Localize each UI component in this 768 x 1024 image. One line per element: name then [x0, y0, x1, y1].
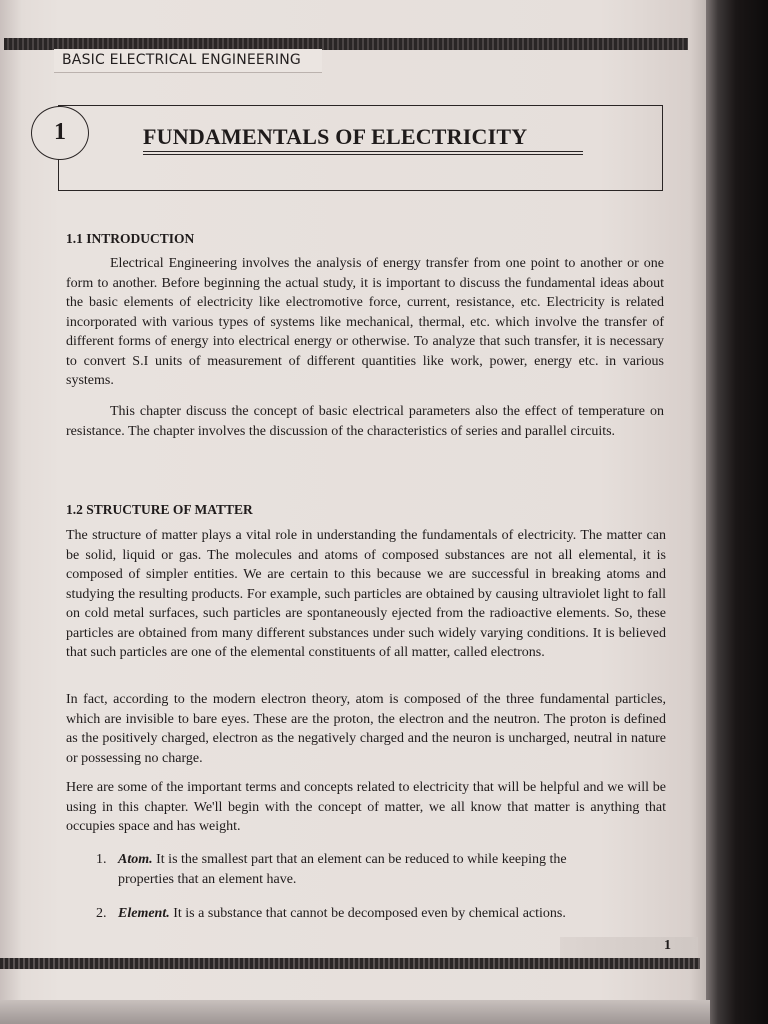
definition-atom: It is the smallest part that an element can be reduced to while keeping the properties that an element have.: [118, 852, 567, 887]
page-bottom-shadow: [0, 1000, 710, 1024]
chapter-number-badge: 1: [31, 106, 89, 160]
book-spine-shadow: [706, 0, 768, 1024]
chapter-title: FUNDAMENTALS OF ELECTRICITY: [143, 124, 583, 155]
structure-paragraph-1: The structure of matter plays a vital role in understanding the fundamentals of electricity. The matter can be solid, liquid or gas. The molecules and atoms of composed substances are not all elemental, it is composed of simpler entities. We are certain to this because we are successful in breaking atoms and studying the resulting products. For example, such particles are obtained by causing ultraviolet light to fall on cold metal surfaces, such particles are spontaneously ejected from the radioactive elements. So, these particles are obtained from many different substances under such widely varying conditions. It is believed that such particles are one of the elemental constituents of all matter, called electrons.: [66, 528, 666, 660]
page-number: 1: [664, 938, 671, 953]
list-item-element: [96, 904, 616, 924]
section-heading-structure-of-matter: 1.2 STRUCTURE OF MATTER: [66, 502, 253, 517]
term-atom: Atom.: [118, 852, 153, 867]
list-item-body: [118, 904, 616, 924]
structure-paragraph-2: In fact, according to the modern electron theory, atom is composed of the three fundamental particles, which are invisible to bare eyes. These are the proton, the electron and the neutron. The proton is defined as the positively charged, electron as the negatively charged and the neuron is uncharged, neutral in nature or possessing no charge.: [66, 692, 666, 766]
list-number: 1.: [96, 852, 107, 867]
running-header: BASIC ELECTRICAL ENGINEERING: [54, 49, 322, 73]
page-number-tab: [560, 937, 698, 958]
intro-paragraph-2: This chapter discuss the concept of basic electrical parameters also the effect of temperature on resistance. The chapter involves the discussion of the characteristics of series and parallel circuits.: [66, 404, 664, 439]
list-item-body: [118, 850, 616, 890]
definition-element: It is a substance that cannot be decomposed even by chemical actions.: [173, 906, 566, 921]
footer-rule: [0, 958, 700, 969]
structure-paragraph-3: Here are some of the important terms and concepts related to electricity that will be helpful and we will be using in this chapter. We'll begin with the concept of matter, we all know that matter is anything that occupies space and has weight.: [66, 780, 666, 834]
list-number: 2.: [96, 906, 107, 921]
list-item-atom: [96, 850, 616, 890]
term-element: Element.: [118, 906, 170, 921]
section-heading-introduction: 1.1 INTRODUCTION: [66, 231, 195, 246]
intro-paragraph-1: Electrical Engineering involves the analysis of energy transfer from one point to another or one form to another. Before beginning the actual study, it is important to discuss the fundamental ideas about the basic elements of electricity like electromotive force, current, resistance, etc. Electricity is related incorporated with various types of systems like mechanical, thermal, etc. which involve the transfer of different forms of energy into electrical energy or otherwise. To analyze that such transfer, it is necessary to convert S.I units of measurement of different quantities like work, power, energy etc. in various systems.: [66, 256, 664, 388]
